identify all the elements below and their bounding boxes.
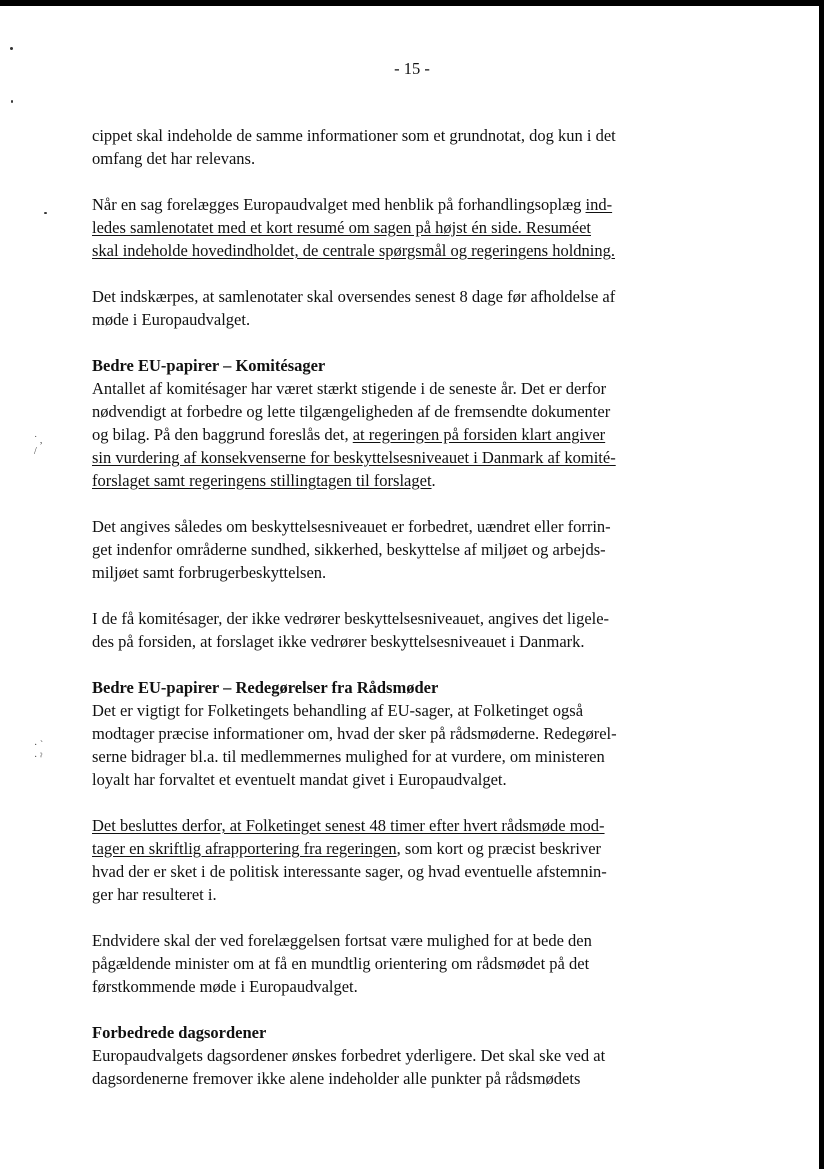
scan-edge-top (0, 0, 824, 6)
text-line (92, 699, 637, 722)
underlined-text: Det besluttes derfor, at Folketinget senest 48 timer efter hvert rådsmøde mod- (92, 816, 605, 835)
text-segment: Det indskærpes, at samlenotater skal oversendes senest 8 dage før afholdelse af (92, 287, 616, 306)
text-segment: Antallet af komitésager har været stærkt stigende i de seneste år. Det er derfor (92, 379, 607, 398)
text-line (92, 377, 637, 400)
underlined-text: ledes samlenotatet med et kort resumé om sagen på højst én side. Resuméet (92, 218, 591, 237)
text-segment: førstkommende møde i Europaudvalget. (92, 977, 358, 996)
text-segment: loyalt har forvaltet et eventuelt mandat givet i Europaudvalget. (92, 770, 507, 789)
text-line (92, 538, 637, 561)
text-segment: cippet skal indeholde de samme informationer som et grundnotat, dog kun i det (92, 126, 616, 145)
text-line (92, 975, 637, 998)
text-segment: og bilag. På den baggrund foreslås det, (92, 425, 353, 444)
text-line (92, 285, 637, 308)
text-segment: Det er vigtigt for Folketingets behandling af EU-sager, at Folketinget også (92, 701, 584, 720)
text-line (92, 423, 637, 446)
text-line (92, 837, 637, 860)
section-heading: Bedre EU-papirer – Redegørelser fra Rådsmøder (92, 678, 439, 697)
scan-mark: / (34, 446, 37, 457)
text-segment: . (431, 471, 436, 490)
text-line (92, 768, 637, 791)
text-line (92, 469, 637, 492)
text-line (92, 745, 637, 768)
text-segment: nødvendigt at forbedre og lette tilgængeligheden af de fremsendte dokumenter (92, 402, 611, 421)
text-segment: miljøet samt forbrugerbeskyttelsen. (92, 563, 327, 582)
text-line (92, 607, 637, 630)
paragraph (92, 377, 637, 492)
text-line (92, 860, 637, 883)
scan-speck (44, 212, 47, 214)
scan-speck (10, 47, 13, 50)
text-line (92, 308, 637, 331)
text-segment: modtager præcise informationer om, hvad der sker på rådsmøderne. Redegørel- (92, 724, 617, 743)
underlined-text: forslaget samt regeringens stillingtagen til forslaget (92, 471, 432, 490)
text-line (92, 722, 637, 745)
page-number: - 15 - (394, 59, 430, 78)
underlined-text: sin vurdering af konsekvenserne for beskyttelsesniveauet i Danmark af komité- (92, 448, 616, 467)
text-line (92, 929, 637, 952)
text-line (92, 561, 637, 584)
text-segment: Når en sag forelægges Europaudvalget med henblik på forhandlingsoplæg (92, 195, 586, 214)
section-heading: Forbedrede dagsordener (92, 1023, 267, 1042)
text-segment: dagsordenerne fremover ikke alene indeholder alle punkter på rådsmødets (92, 1069, 581, 1088)
scan-edge-right (819, 0, 824, 1169)
text-segment: , som kort og præcist beskriver (396, 839, 602, 858)
paragraph (92, 285, 637, 331)
text-segment: ger har resulteret i. (92, 885, 217, 904)
paragraph (92, 929, 637, 998)
text-line (92, 814, 637, 837)
text-segment: Endvidere skal der ved forelæggelsen fortsat være mulighed for at bede den (92, 931, 592, 950)
text-line (92, 193, 637, 216)
text-line (92, 446, 637, 469)
text-segment: des på forsiden, at forslaget ikke vedrører beskyttelsesniveauet i Danmark. (92, 632, 585, 651)
text-line (92, 147, 637, 170)
scan-mark: · ` (34, 740, 44, 751)
scan-mark: · ˀ (34, 752, 43, 763)
underlined-text: ind- (585, 195, 613, 214)
text-segment: hvad der er sket i de politisk interessante sager, og hvad eventuelle afstemnin- (92, 862, 607, 881)
paragraph (92, 607, 637, 653)
text-line (92, 1044, 637, 1067)
underlined-text: at regeringen på forsiden klart angiver (352, 425, 606, 444)
text-line (92, 216, 637, 239)
text-segment: pågældende minister om at få en mundtlig orientering om rådsmødet på det (92, 954, 590, 973)
text-line (92, 515, 637, 538)
scan-mark: ˙ , (34, 435, 43, 446)
underlined-text: skal indeholde hovedindholdet, de centrale spørgsmål og regeringens holdning. (92, 241, 615, 260)
text-segment: get indenfor områderne sundhed, sikkerhed, beskyttelse af miljøet og arbejds- (92, 540, 606, 559)
paragraph (92, 515, 637, 584)
section-heading: Bedre EU-papirer – Komitésager (92, 356, 326, 375)
text-segment: omfang det har relevans. (92, 149, 256, 168)
text-segment: Det angives således om beskyttelsesniveauet er forbedret, uændret eller forrin- (92, 517, 611, 536)
paragraph (92, 699, 637, 791)
underlined-text: tager en skriftlig afrapportering fra regeringen (92, 839, 397, 858)
text-line (92, 124, 637, 147)
scan-speck (11, 100, 13, 103)
text-line (92, 400, 637, 423)
text-line (92, 952, 637, 975)
text-line (92, 239, 637, 262)
text-segment: Europaudvalgets dagsordener ønskes forbedret yderligere. Det skal ske ved at (92, 1046, 606, 1065)
paragraph (92, 814, 637, 906)
text-line (92, 1067, 637, 1090)
text-segment: I de få komitésager, der ikke vedrører beskyttelsesniveauet, angives det ligele- (92, 609, 610, 628)
paragraph (92, 124, 637, 170)
paragraph (92, 193, 637, 262)
text-line (92, 883, 637, 906)
paragraph (92, 1044, 637, 1090)
text-segment: serne bidrager bl.a. til medlemmernes mulighed for at vurdere, om ministeren (92, 747, 605, 766)
body-text (92, 124, 637, 1113)
text-line (92, 630, 637, 653)
text-segment: møde i Europaudvalget. (92, 310, 251, 329)
